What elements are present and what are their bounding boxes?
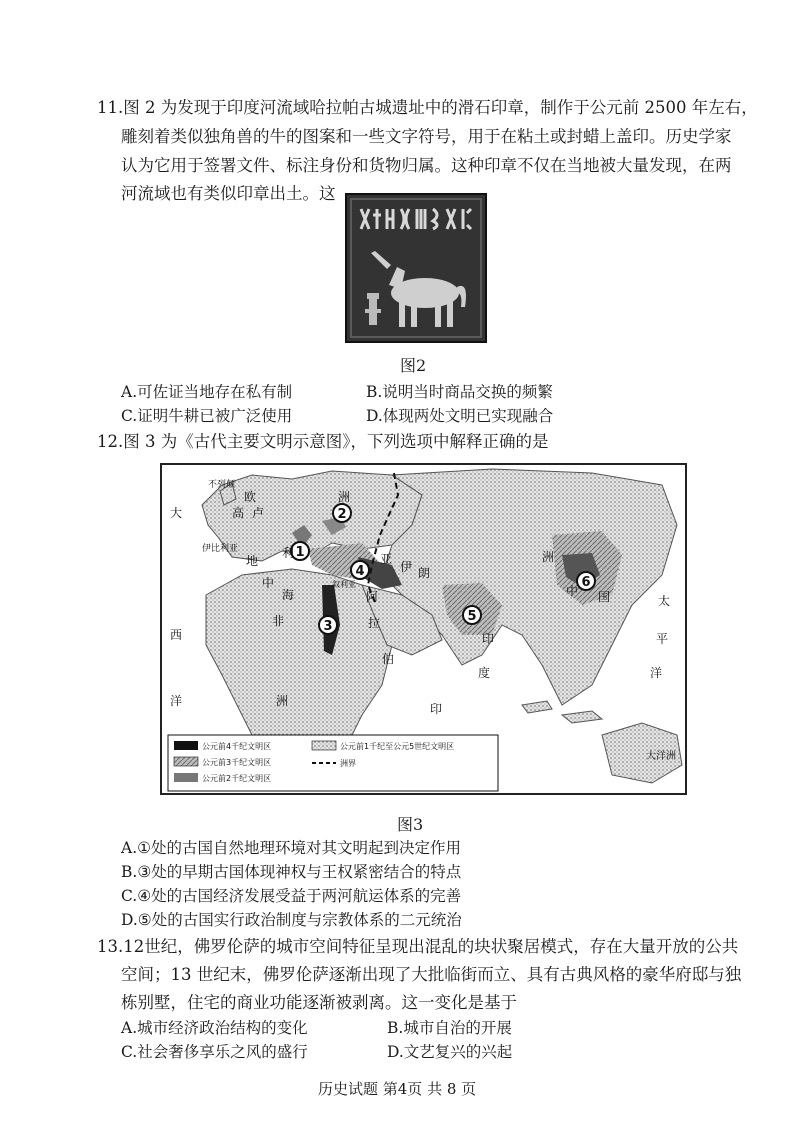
label-hai: 海 [282,588,295,602]
label-li: 利 [282,546,295,560]
label-britain: 不列颠 [208,480,236,490]
q11-line-1: 11.图 2 为发现于印度河流域哈拉帕古城遗址中的滑石印章，制作于公元前 2500 年左右， [97,98,758,117]
q12-stem: 12.图 3 为《古代主要文明示意图》，下列选项中解释正确的是 [97,432,549,451]
civilization-map [160,463,687,795]
map-marker-2: 2 [337,507,347,522]
label-du: 度 [478,666,491,680]
q11-option-d[interactable]: D.体现两处文明已实现融合 [366,407,554,425]
label-lu: 卢 [252,506,265,520]
label-ou: 欧 [244,490,257,504]
legend-item-1: 公元前4千纪文明区 [202,742,272,751]
map-marker-6: 6 [581,575,591,590]
q11-option-a[interactable]: A.可佐证当地存在私有制 [121,383,293,401]
q11-line-4: 河流域也有类似印章出土。这 [121,184,336,203]
figure-2-caption: 图2 [400,356,427,375]
label-da-west: 大 [170,506,183,520]
label-yang-pacific: 洋 [650,666,663,680]
q13-line-1: 13.12世纪，佛罗伦萨的城市空间特征呈现出混乱的块状聚居模式，存在大量开放的公共 [97,937,739,956]
q11-option-b[interactable]: B.说明当时商品交换的频繁 [366,383,553,401]
label-di: 地 [246,554,259,568]
q12-option-b[interactable]: B.③处的早期古国体现神权与王权紧密结合的特点 [121,863,462,881]
q13-line-2: 空间；13 世纪末，佛罗伦萨逐渐出现了大批临街而立、具有古典风格的豪华府邸与独 [121,965,742,984]
legend-item-5: 洲界 [340,759,356,768]
label-bo: 伯 [382,652,395,666]
label-zhong-sea: 中 [262,576,275,590]
q12-option-c[interactable]: C.④处的古国经济发展受益于两河航运体系的完善 [121,887,462,905]
legend-item-4: 公元前1千纪至公元5世纪文明区 [340,742,455,751]
label-yang-west: 洋 [170,694,183,708]
label-zhou-asia: 洲 [542,550,555,564]
q11-option-c[interactable]: C.证明牛耕已被广泛使用 [121,407,293,425]
label-iberia: 伊比利亚 [202,544,239,554]
legend-item-2: 公元前3千纪文明区 [202,758,272,767]
label-china-zhong: 中 [566,584,579,598]
label-zhou-europe: 洲 [338,490,351,504]
q13-option-d[interactable]: D.文艺复兴的兴起 [387,1043,513,1061]
label-china-guo: 国 [598,590,611,604]
page-footer: 历史试题 第4页 共 8 页 [318,1080,477,1098]
q13-option-a[interactable]: A.城市经济政治结构的变化 [121,1019,308,1037]
map-marker-5: 5 [467,609,477,624]
map-marker-3: 3 [323,619,333,634]
label-syria: 叙利亚 [332,580,356,589]
q13-line-3: 栋别墅，住宅的商业功能逐渐被剥离。这一变化是基于 [121,993,517,1012]
q12-option-a[interactable]: A.①处的古国自然地理环境对其文明起到决定作用 [121,839,462,857]
label-oceania: 大洋洲 [646,751,676,762]
label-yi: 伊 [400,560,413,574]
map-marker-1: 1 [295,545,305,560]
label-la: 拉 [368,616,381,630]
map-marker-4: 4 [355,564,365,579]
label-fei: 非 [272,614,285,628]
q13-option-b[interactable]: B.城市自治的开展 [387,1019,512,1037]
label-zhou-africa: 洲 [276,694,289,708]
seal-image [345,193,487,343]
label-xi-west: 西 [170,628,183,642]
label-ping: 平 [656,632,669,646]
label-indian-ocean: 印 [430,702,443,716]
label-a: 阿 [366,590,379,604]
figure-3-caption: 图3 [397,815,424,834]
map-legend [168,735,498,791]
q12-option-d[interactable]: D.⑤处的古国实行政治制度与宗教体系的二元统治 [121,911,462,929]
q11-line-3: 认为它用于签署文件、标注身份和货物归属。这种印章不仅在当地被大量发现，在两 [121,156,732,175]
label-gao: 高 [232,506,245,520]
legend-item-3: 公元前2千纪文明区 [202,774,272,783]
q11-line-2: 雕刻着类似独角兽的牛的图案和一些文字符号，用于在粘土或封蜡上盖印。历史学家 [121,127,732,146]
q13-option-c[interactable]: C.社会奢侈享乐之风的盛行 [121,1043,308,1061]
label-lang: 朗 [418,566,431,580]
label-ya: 亚 [380,552,393,566]
label-tai: 太 [658,594,671,608]
label-yin: 印 [482,632,495,646]
